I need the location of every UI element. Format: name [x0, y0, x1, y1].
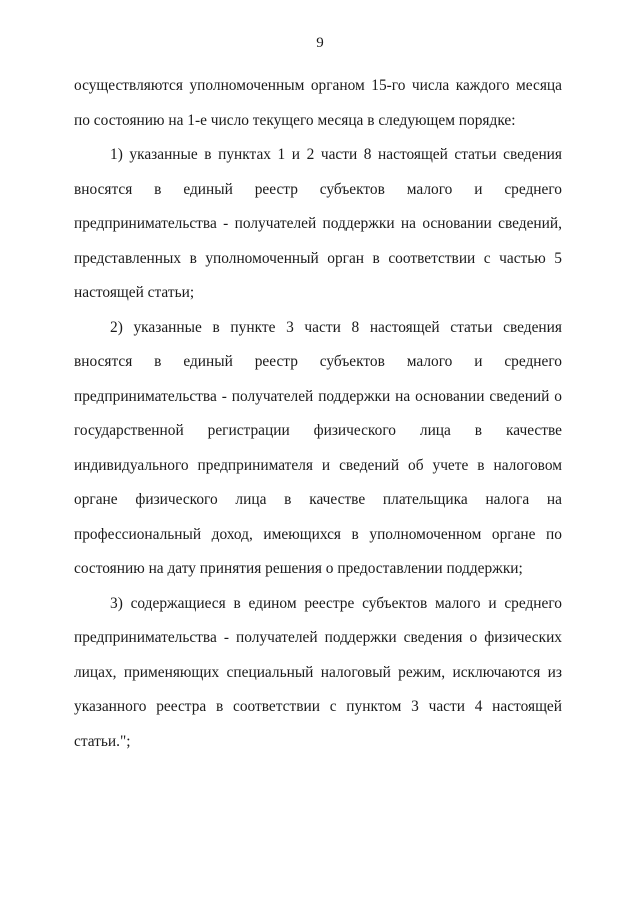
page-number: 9 — [316, 35, 324, 51]
paragraph-continuation: осуществляются уполномоченным органом 15-го числа каждого месяца по состоянию на 1-е число текущего месяца в следующем порядке: — [74, 77, 562, 129]
document-body — [74, 69, 562, 759]
paragraph-item-2: 2) указанные в пункте 3 части 8 настоящей статьи сведения вносятся в единый реестр субъектов малого и среднего предпринимательства - получателей поддержки на основании сведений о государственной регистрации физического лица в качестве индивидуального предпринимателя и сведений об учете в налоговом органе физического лица в качестве плательщика налога на профессиональный доход, имеющихся в уполномоченном органе по состоянию на дату принятия решения о предоставлении поддержки; — [74, 318, 562, 577]
paragraph-item-3: 3) содержащиеся в едином реестре субъектов малого и среднего предпринимательства - получателей поддержки сведения о физических лицах, применяющих специальный налоговый режим, исключаются из указанного реестра в соответствии с пунктом 3 части 4 настоящей статьи."; — [74, 594, 562, 750]
paragraph-item-1: 1) указанные в пунктах 1 и 2 части 8 настоящей статьи сведения вносятся в единый реестр субъектов малого и среднего предпринимательства - получателей поддержки на основании сведений, представленных в уполномоченный орган в соответствии с частью 5 настоящей статьи; — [74, 146, 562, 301]
